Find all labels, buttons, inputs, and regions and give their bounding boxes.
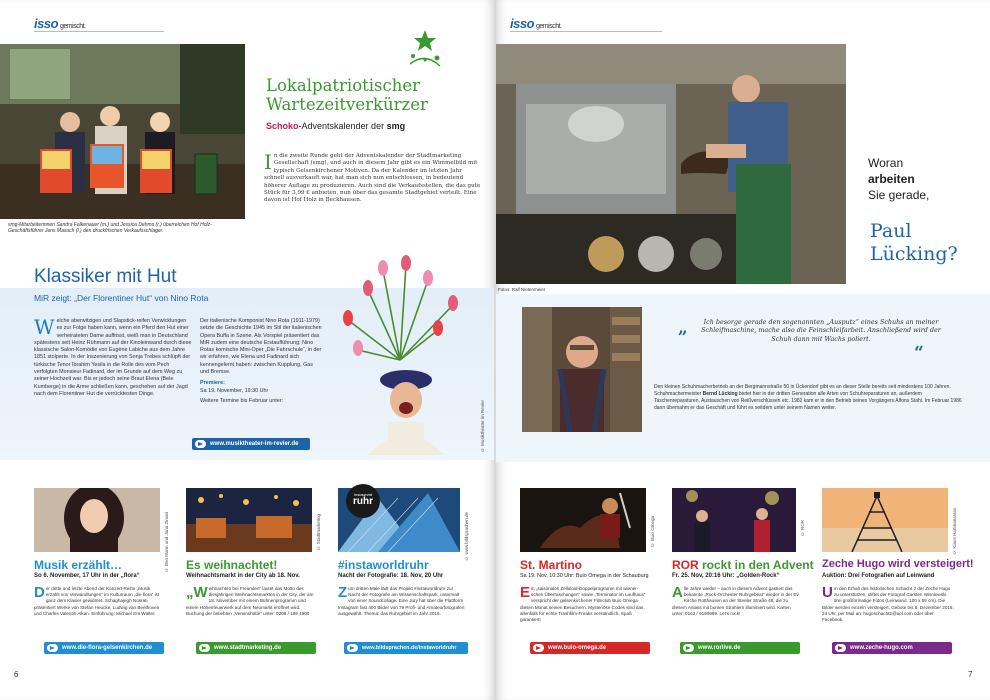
arrow-right-icon xyxy=(835,644,846,652)
article1-body: In die zweite Runde geht der Adventskalender der Stadtmarketing Gesellschaft (smg), und auch in diesem Jahr gibt es ein Wimmelbild mit typisch Gelsenkirchener Motiven. Da der Kalender im letzten Jahr schnell ausverkauft war, hat man sich nun entschlossen, in bedeutend höherer Auflage zu produzieren. Auch sind die Verkaufsstellen, die das gute Stück für 3,99 € anbieten, nun über das gesamte Stadtgebiet verteilt. Eine davon ist Hof Holz in Beckhausen. xyxy=(264,150,481,204)
event-credit: © www.bildsprachen.de xyxy=(464,512,469,561)
shoemaker-photo-art xyxy=(496,44,846,284)
event-image-musik-art xyxy=(34,488,160,552)
event-sub-martino: Sa 19. Nov, 10:30 Uhr: Buio Omega in der Schauburg xyxy=(520,573,649,579)
event-sub-musik: So 6. November, 17 Uhr in der „flora“ xyxy=(34,573,140,579)
event-body-ror: Alle Jahre wieder – auch in diesem Advent gastiert das bekannte „Rock-Orchester Ruhrgebeat“ wieder in der Ev. Kirche Rotthausen an der Steeler Straße 48, die zu diesem Anlass mit bunten Strahlern illuminiert wird. Karten unter: 0162 / 9190969. Let's rock! xyxy=(672,584,800,616)
event-image-hugo-art xyxy=(822,488,948,552)
opera-singer-photo xyxy=(328,250,473,455)
event-link-hugo[interactable]: www.zeche-hugo.com xyxy=(832,642,952,654)
event-title-hugo: Zeche Hugo wird versteigert! xyxy=(822,558,974,570)
photo-credit: © Musiktheater im Revier xyxy=(480,400,485,453)
event-sub-insta: Nacht der Fotografie: 18. Nov, 20 Uhr xyxy=(338,573,444,579)
event-image-martino-art xyxy=(520,488,646,552)
advent-calendar-photo xyxy=(0,44,245,219)
article2-col2: Der italienische Komponist Nino Rota (1911-1979) setzte die Geschichte 1945 im Stil der italienischen Opera Buffa in Szene. Als Vorspiel präsentiert das MiR zudem eine deutsche Erstaufführung: Nino Rotas komische Mini-Oper „Die Fahrschule“, in der wir erfahren, wie Elena und Fadinard sich kennengelernt haben: zwischen Kupplung, Gas und Bremse. Premiere: Sa 19. November, 19:30 Uhr Weitere Termine bis Februar unter: xyxy=(200,318,322,404)
event-link-musik[interactable]: www.die-flora-gelsenkirchen.de xyxy=(44,642,164,654)
photo-caption: smg-Mitarbeiterinnen Sandra Falkenauer (m.) und Jessica Dehms (r.) überreichen Hof Holz-Geschäftsführer Jens Masuch (l.) den druckfrischen Verkaufsschlager. xyxy=(8,222,212,234)
event-credit: © Stadtmarketing xyxy=(316,514,321,551)
event-sub-weihnacht: Weihnachtsmarkt in der City ab 18. Nov. xyxy=(186,573,300,579)
arrow-right-icon xyxy=(199,644,210,652)
event-image-ror-art xyxy=(672,488,796,552)
page-number: 6 xyxy=(14,670,19,679)
article2-col1: Welche aberwitzigen und Slapstick-reifen Verwicklungen es zur Folge haben kann, wenn ein Pferd den Hut einer verheirateten Dame auffrisst, weiß man in Deutschland spätestens seit Heinz Rühmann auf der Kinoleinwand durch diese klassische Salon-Komödie von Eugène Labiche aus dem Jahre 1851 stolperte. In der Inszenierung von Sonja Trebes schlüpft der türkische Tenor Ibrahim Yesila in die Rolle des vom Pech verfolgten Monsieur Fadinard, der im Grunde auf dem Weg zu seiner Hochzeit war. Bis er jedoch seine Braut Elena (Bele Kumberge) in die Arme schließen kann, geschehen auf der Jagd nach dem Florentiner Hut die verrücktesten Dinge. xyxy=(34,315,192,397)
christmas-star-ornament xyxy=(405,28,445,70)
arrow-right-icon xyxy=(195,440,206,448)
event-sub-ror: Fr. 25. Nov, 20:16 Uhr: „Golden-Rock“ xyxy=(672,573,780,579)
instaworldruhr-badge: Instaworld ruhr xyxy=(346,484,380,518)
event-body-insta: Zum dritten Male lädt das Projekt #instaworldruhr zur Nacht der Fotografie am Wissenschaftspark, untermalt von einer Soundcollage. Eine Jury hat über die Plattform Instagram fast 400 Bilder von 79 Profi- und Amateurfotografen ausgewählt. Thema: das Ruhrgebiet im Jahr 2016. xyxy=(338,584,465,616)
event-link-ror[interactable]: www.rorlive.de xyxy=(680,642,800,654)
shoemaker-bio: Den kleinen Schuhmacherbetrieb an der Bergmannstraße 50 in Ückendorf gibt es an dieser Stelle bereits seit mindestens 100 Jahren. Schuhmachermeister Bernd Lücking bietet hier in der dritten Generation alle Arten von Schuhreparaturen an, außerdem Taschenreparaturen, Austauschen von Reißverschlüssen etc. 1982 kam er in den Betrieb seines Vorgängers Alfons Stahl. Im Februar 1986 dann übernahm er das Geschäft und führt es seitdem unter seinem Namen weiter. xyxy=(654,384,962,411)
event-link-insta[interactable]: www.bildsprachen.de/instaworldruhr xyxy=(344,642,468,654)
logo-rule xyxy=(510,31,662,32)
musiktheater-link[interactable]: www.musiktheater-im-revier.de xyxy=(192,438,310,450)
event-title-ror: ROR rockt in den Advent xyxy=(672,558,814,572)
arrow-right-icon xyxy=(47,644,58,652)
event-title-insta: #instaworldruhr xyxy=(338,558,429,572)
event-image-weihnacht xyxy=(186,488,312,552)
magazine-logo: isso gemischt. xyxy=(34,16,86,31)
interview-quote: Ich besorge gerade den sogenannten „Ausputz“ eines Schuhs an meiner Schleifmaschine, mache also die Feinschleifarbeit. Anschließend wird der Schuh dann mit Wachs poliert. xyxy=(701,318,941,343)
event-credit: © Buio Omega xyxy=(650,516,655,548)
arrow-right-icon xyxy=(347,644,358,652)
article1-subtitle: Schoko-Adventskalender der smg xyxy=(266,121,406,131)
portrait-photo xyxy=(522,307,642,432)
page-number: 7 xyxy=(968,670,973,679)
event-credit: © Ben Mann und Jana Zimari xyxy=(164,512,169,573)
event-link-martino[interactable]: www.buio-omega.de xyxy=(530,642,650,654)
quote-icon: „ xyxy=(678,318,688,338)
quote-close-icon: “ xyxy=(914,343,924,363)
article2-headline: Klassiker mit Hut xyxy=(34,266,177,287)
event-title-martino: St. Martino xyxy=(520,558,582,572)
event-image-weihnacht-art xyxy=(186,488,312,552)
event-image-hugo xyxy=(822,488,948,552)
magazine-logo: isso gemischt. xyxy=(510,16,562,31)
event-credit: © Klaus Hartmanastas xyxy=(952,508,957,555)
interviewee-name: Paul Lücking? xyxy=(870,220,958,265)
event-link-weihnacht[interactable]: www.stadtmarketing.de xyxy=(196,642,316,654)
shoemaker-photo xyxy=(496,44,846,284)
event-image-martino xyxy=(520,488,646,552)
event-image-ror xyxy=(672,488,796,552)
event-body-weihnacht: „Weihnachten bei Freunden“ lautet das Motto des diesjährigen Weihnachtsmarktes in der City, der am 18. November mit einem Bühnenprogramm und einem Höhenfeuerwerk auf dem Neumarkt eröffnet wird. Buchung der beliebten „Vereinshütte“ unter: 0209 / 169 4900 xyxy=(186,584,314,616)
article1-headline: Lokalpatriotischer Wartezeitverkürzer xyxy=(266,76,428,114)
photo-credit: Fotos: Ralf Nietenmeier xyxy=(498,287,546,292)
arrow-right-icon xyxy=(533,644,544,652)
event-sub-hugo: Auktion: Drei Fotografien auf Leinwand xyxy=(822,573,935,579)
advent-calendar-photo-art xyxy=(0,44,245,219)
logo-rule xyxy=(34,31,164,32)
event-body-martino: Ein „saisonales Zelluloid-Doppelprogramm mit wiener-schen Überraschungen“ sowie „Terminator im Laufhaus“ verspricht der gelsenkirchener Filmclub Buio Omega diesen Monat seinen Besuchern. Mysteriöse Codes sind das, allenfalls für echte Trashfilm-Freaks verständlich. Spaß garantiert! xyxy=(520,584,646,623)
article2-subtitle: MiR zeigt: „Der Florentiner Hut“ von Nino Rota xyxy=(34,293,209,303)
event-credit: © ROR xyxy=(800,520,805,537)
event-body-musik: Der dritte und letzte Abend der Konzert-Reihe „Musik erzählt von Verwandlungen“ im Kulturraum „die flora“ ist ganz dem Klavier gewidmet. Schaghajegh Nosrati präsentiert Werke von Stefan Heucke, Ludwig van Beethoven und Charles Valentin Alkan. Einführung: Michael Em Walter. xyxy=(34,584,160,616)
event-title-musik: Musik erzählt… xyxy=(34,558,123,572)
portrait-photo-art xyxy=(522,307,642,432)
event-title-weihnacht: Es weihnachtet! xyxy=(186,558,278,572)
arrow-right-icon xyxy=(683,644,694,652)
event-body-hugo: Um den Erhalt des historischen Schacht 2 der Zeche Hugo zu unterstützen, stiftet der Fotograf Carsten Wisnlewski drei großformatige Fotos (Leinwand, 100 x 55 cm). Die Bilder werden einzeln versteigert. Gebote bis 6. Dezember 2016, 24 Uhr, per Mail an: hugoschacht2@aol.com oder über Facebook. xyxy=(822,584,954,623)
event-image-musik xyxy=(34,488,160,552)
interview-question: Woran arbeiten Sie gerade, xyxy=(868,156,930,202)
